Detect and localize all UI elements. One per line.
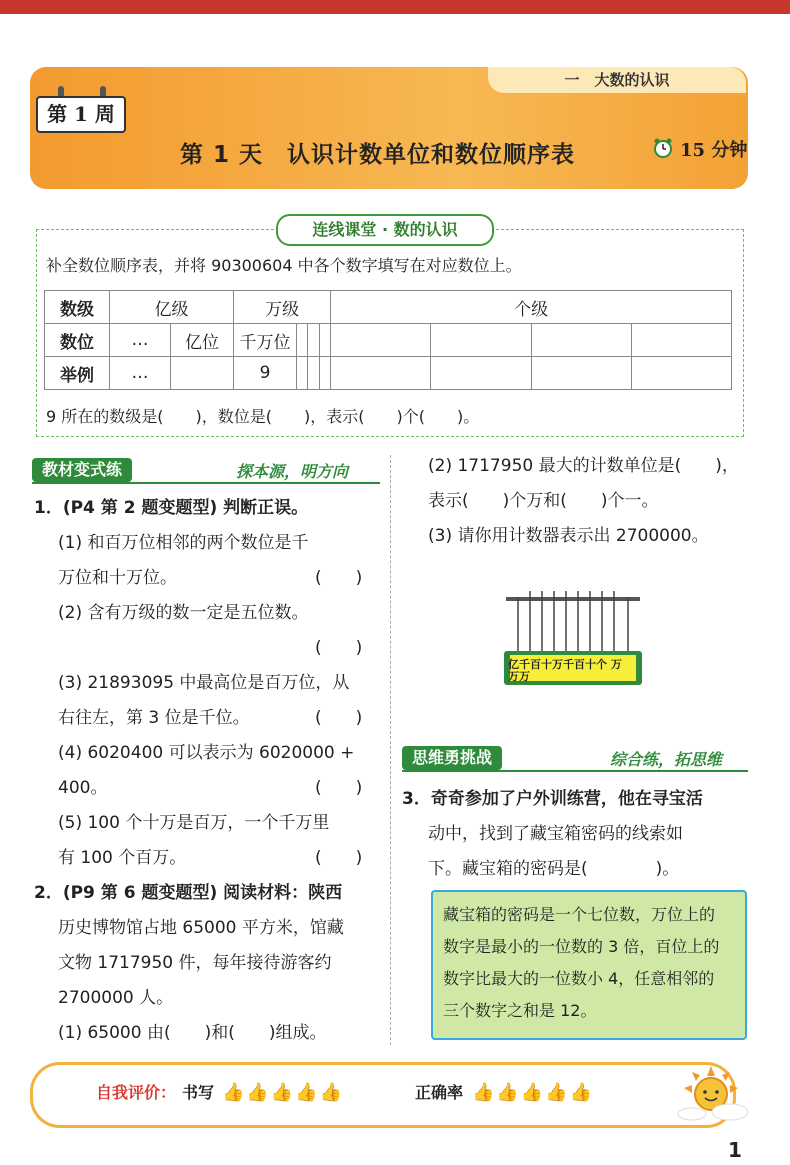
table-cell-blank[interactable] — [297, 324, 308, 357]
table-cell-blank[interactable] — [297, 357, 308, 390]
top-red-bar — [0, 0, 790, 14]
table-header-label: 数位 — [45, 324, 110, 357]
day-title: 第 1 天 认识计数单位和数位顺序表 — [180, 142, 576, 168]
answer-paren[interactable]: ( ) — [315, 568, 363, 588]
section-title-challenge: 思维勇挑战 — [402, 746, 502, 770]
question-text: 文物 1717950 件，每年接待游客约 — [58, 953, 332, 973]
table-cell-blank[interactable] — [431, 357, 531, 390]
answer-paren[interactable]: ( ) — [315, 848, 363, 868]
self-eval-label: 自我评价： — [96, 1083, 177, 1102]
week-label: 第 1 周 — [36, 96, 126, 133]
question-text: 400。 — [58, 778, 108, 798]
question-text: (5) 100 个十万是百万，一个千万里 — [58, 813, 330, 833]
question-text: (4) 6020400 可以表示为 6020000 + — [58, 743, 355, 763]
section-subtitle-practice: 探本源，明方向 — [236, 462, 349, 481]
section-title-lesson: 连线课堂 · 数的认识 — [276, 214, 494, 246]
table-cell: … — [110, 357, 171, 390]
question-text: (2) 1717950 最大的计数单位是( )， — [428, 456, 739, 476]
column-divider — [390, 455, 392, 1045]
table-cell: 亿位 — [171, 324, 234, 357]
lesson-intro: 补全数位顺序表，并将 90300604 中各个数字填写在对应数位上。 — [46, 256, 522, 275]
question-text: 下。藏宝箱的密码是( )。 — [428, 859, 680, 879]
accuracy-label: 正确率 — [415, 1083, 464, 1102]
abacus-labels: 亿千百十万千百十个 万万万 — [508, 658, 622, 683]
question-text: 历史博物馆占地 65000 平方米，馆藏 — [58, 918, 344, 938]
table-cell-blank[interactable] — [631, 324, 731, 357]
answer-paren[interactable]: ( ) — [315, 778, 363, 798]
section-title-practice: 教材变式练 — [32, 458, 132, 482]
question-text: 表示( )个万和( )个一。 — [428, 491, 659, 511]
question-text: (2) 含有万级的数一定是五位数。 — [58, 603, 309, 623]
timer-text: 15 分钟 — [680, 140, 748, 161]
table-cell: 9 — [234, 357, 297, 390]
fill-in-nine[interactable]: 9 所在的数级是( )，数位是( )，表示( )个( )。 — [46, 407, 480, 426]
accuracy-rating-thumbs-icon[interactable]: 👍👍👍👍👍 — [472, 1082, 595, 1103]
question-2: 2．(P9 第 6 题变题型) 阅读材料：陕西 — [34, 883, 343, 903]
question-1: 1．(P4 第 2 题变题型) 判断正误。 — [34, 498, 309, 518]
table-cell-blank[interactable] — [331, 324, 431, 357]
question-text: (1) 和百万位相邻的两个数位是千 — [58, 533, 309, 553]
table-header-label: 数级 — [45, 291, 110, 324]
question-text: 万位和十万位。 — [58, 568, 177, 588]
question-text: (3) 请你用计数器表示出 2700000。 — [428, 526, 709, 546]
place-value-table — [44, 290, 732, 390]
writing-rating-thumbs-icon[interactable]: 👍👍👍👍👍 — [222, 1082, 345, 1103]
table-cell: 千万位 — [234, 324, 297, 357]
question-text: 有 100 个百万。 — [58, 848, 187, 868]
question-3: 3．奇奇参加了户外训练营，他在寻宝活 — [402, 789, 703, 809]
sun-mascot-icon — [672, 1066, 750, 1122]
table-cell-blank[interactable] — [319, 324, 330, 357]
question-text: 2700000 人。 — [58, 988, 174, 1008]
writing-label: 书写 — [182, 1083, 215, 1102]
table-cell-blank[interactable] — [531, 324, 631, 357]
table-cell-blank[interactable] — [531, 357, 631, 390]
table-cell-blank[interactable] — [319, 357, 330, 390]
table-cell-blank[interactable] — [631, 357, 731, 390]
section-subtitle-challenge: 综合练，拓思维 — [610, 750, 723, 769]
question-text: (3) 21893095 中最高位是百万位，从 — [58, 673, 350, 693]
table-header-label: 举例 — [45, 357, 110, 390]
section-underline — [402, 770, 748, 772]
alarm-clock-icon — [653, 138, 673, 158]
clue-box — [431, 890, 747, 1040]
unit-label: 一 大数的认识 — [488, 67, 746, 93]
table-cell: 亿级 — [110, 291, 234, 324]
table-cell-blank[interactable] — [308, 324, 319, 357]
answer-paren[interactable]: ( ) — [315, 708, 363, 728]
question-text: 右往左，第 3 位是千位。 — [58, 708, 250, 728]
question-text: 动中，找到了藏宝箱密码的线索如 — [428, 824, 683, 844]
question-text: (1) 65000 由( )和( )组成。 — [58, 1023, 327, 1043]
table-cell: 万级 — [234, 291, 331, 324]
answer-paren[interactable]: ( ) — [315, 638, 363, 658]
table-cell-blank[interactable] — [171, 357, 234, 390]
table-cell-blank[interactable] — [331, 357, 431, 390]
clue-line: 数字是最小的一位数的 3 倍，百位上的 — [443, 937, 720, 956]
clue-line: 数字比最大的一位数小 4，任意相邻的 — [443, 969, 715, 988]
section-underline — [32, 482, 380, 484]
table-cell-blank[interactable] — [431, 324, 531, 357]
table-cell: … — [110, 324, 171, 357]
table-cell-blank[interactable] — [308, 357, 319, 390]
clue-line: 藏宝箱的密码是一个七位数，万位上的 — [443, 905, 716, 924]
page-number: 1 — [728, 1138, 742, 1162]
clue-line: 三个数字之和是 12。 — [443, 1001, 597, 1020]
table-cell: 个级 — [331, 291, 732, 324]
